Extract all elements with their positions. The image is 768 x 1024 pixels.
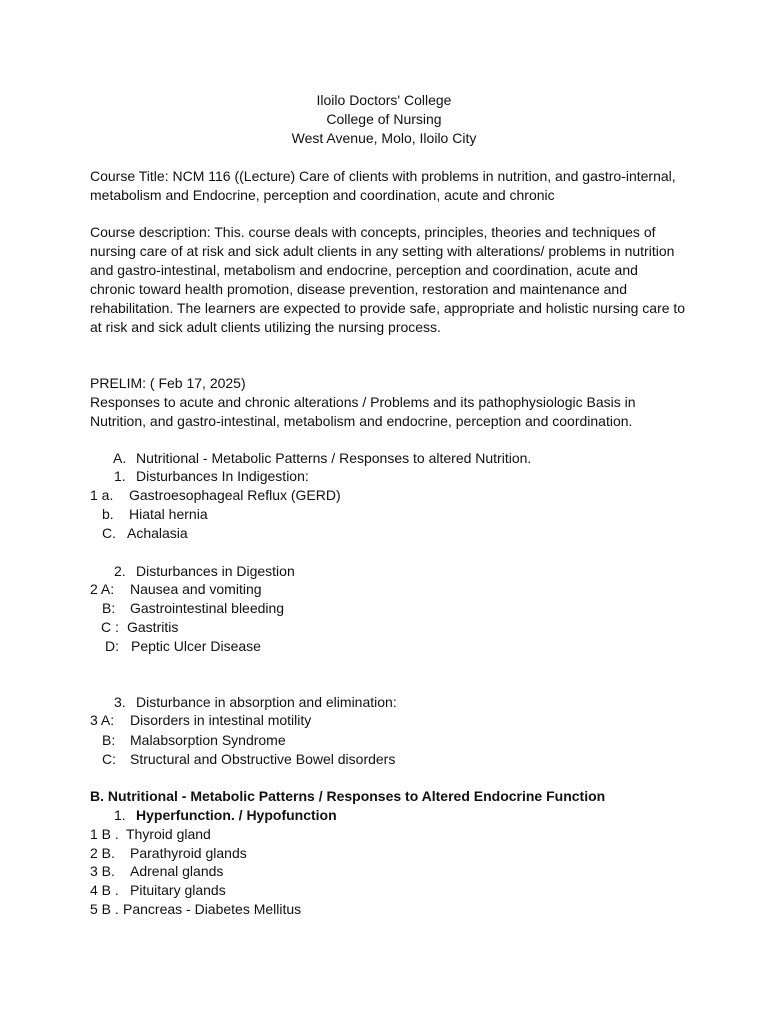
prelim-block <box>90 374 690 431</box>
list-item-marker: 1 B . <box>90 826 119 842</box>
list-item: Thyroid gland <box>126 826 211 842</box>
list-item: Achalasia <box>127 525 188 541</box>
section-b-group-title: Hyperfunction. / Hypofunction <box>136 807 337 823</box>
list-item-marker: D: <box>105 638 119 654</box>
list-item: Adrenal glands <box>130 863 224 879</box>
section-b-title: B. Nutritional - Metabolic Patterns / Responses to Altered Endocrine Function <box>90 788 606 804</box>
college-address: West Avenue, Molo, Iloilo City <box>291 130 477 146</box>
list-item-marker: 3 A: <box>90 712 115 728</box>
course-description-line: Course description: This. course deals with concepts, principles, theories and techniques of <box>90 224 656 240</box>
list-item-marker: 2 B. <box>90 845 115 861</box>
list-item: Peptic Ulcer Disease <box>131 638 261 654</box>
list-item: Pancreas - Diabetes Mellitus <box>123 901 302 917</box>
list-item: Parathyroid glands <box>130 845 247 861</box>
list-item: Gastroesophageal Reflux (GERD) <box>129 487 341 503</box>
list-item: Pituitary glands <box>130 882 226 898</box>
section-a-marker: A. <box>113 450 127 466</box>
department-name: College of Nursing <box>326 111 442 127</box>
group-2-marker: 2. <box>114 563 126 579</box>
group-3-marker: 3. <box>114 694 126 710</box>
list-item-marker: 1 a. <box>90 487 114 503</box>
course-description-line: nursing care of at risk and sick adult clients in any setting with alterations/ problems in nutrition <box>90 243 675 259</box>
list-item-marker: 2 A: <box>90 581 115 597</box>
list-item: Gastritis <box>127 619 179 635</box>
list-item: Malabsorption Syndrome <box>130 732 286 748</box>
list-item-marker: 5 B . <box>90 901 119 917</box>
course-description <box>90 223 690 337</box>
list-item-marker: 4 B . <box>90 882 119 898</box>
group-2-title: Disturbances in Digestion <box>136 563 295 579</box>
list-item-marker: 3 B. <box>90 863 115 879</box>
prelim-heading: PRELIM: ( Feb 17, 2025) <box>90 375 246 391</box>
group-1-marker: 1. <box>114 468 126 484</box>
list-item: Disorders in intestinal motility <box>130 712 312 728</box>
college-name: Iloilo Doctors' College <box>316 92 452 108</box>
course-description-line: chronic toward health promotion, disease prevention, restoration and maintenance and <box>90 281 627 297</box>
list-item-marker: B: <box>102 732 116 748</box>
prelim-intro-line: Nutrition, and gastro-intestinal, metabolism and endocrine, perception and coordination. <box>90 413 633 429</box>
list-item-marker: C : <box>101 619 119 635</box>
course-title <box>90 167 690 205</box>
list-item-marker: b. <box>102 506 114 522</box>
list-item-marker: B: <box>102 600 116 616</box>
list-item: Structural and Obstructive Bowel disorders <box>130 751 396 767</box>
section-a-title: Nutritional - Metabolic Patterns / Responses to altered Nutrition. <box>136 450 532 466</box>
list-item: Hiatal hernia <box>129 506 208 522</box>
list-item: Gastrointestinal bleeding <box>130 600 285 616</box>
course-title-line: metabolism and Endocrine, perception and coordination, acute and chronic <box>90 187 555 203</box>
course-title-line: Course Title: NCM 116 ((Lecture) Care of clients with problems in nutrition, and gastro-internal, <box>90 168 676 184</box>
group-1-title: Disturbances In Indigestion: <box>136 468 309 484</box>
list-item: Nausea and vomiting <box>130 581 262 597</box>
list-item-marker: C: <box>102 751 116 767</box>
section-b-group-marker: 1. <box>114 807 126 823</box>
course-description-line: and gastro-intestinal, metabolism and endocrine, perception and coordination, acute and <box>90 262 638 278</box>
group-3-title: Disturbance in absorption and elimination: <box>136 694 397 710</box>
list-item-marker: C. <box>102 525 116 541</box>
course-description-line: at risk and sick adult clients utilizing the nursing process. <box>90 319 441 335</box>
document-header <box>0 91 768 148</box>
course-description-line: rehabilitation. The learners are expected to provide safe, appropriate and holistic nursing care to <box>90 300 686 316</box>
prelim-intro-line: Responses to acute and chronic alterations / Problems and its pathophysiologic Basis in <box>90 394 636 410</box>
